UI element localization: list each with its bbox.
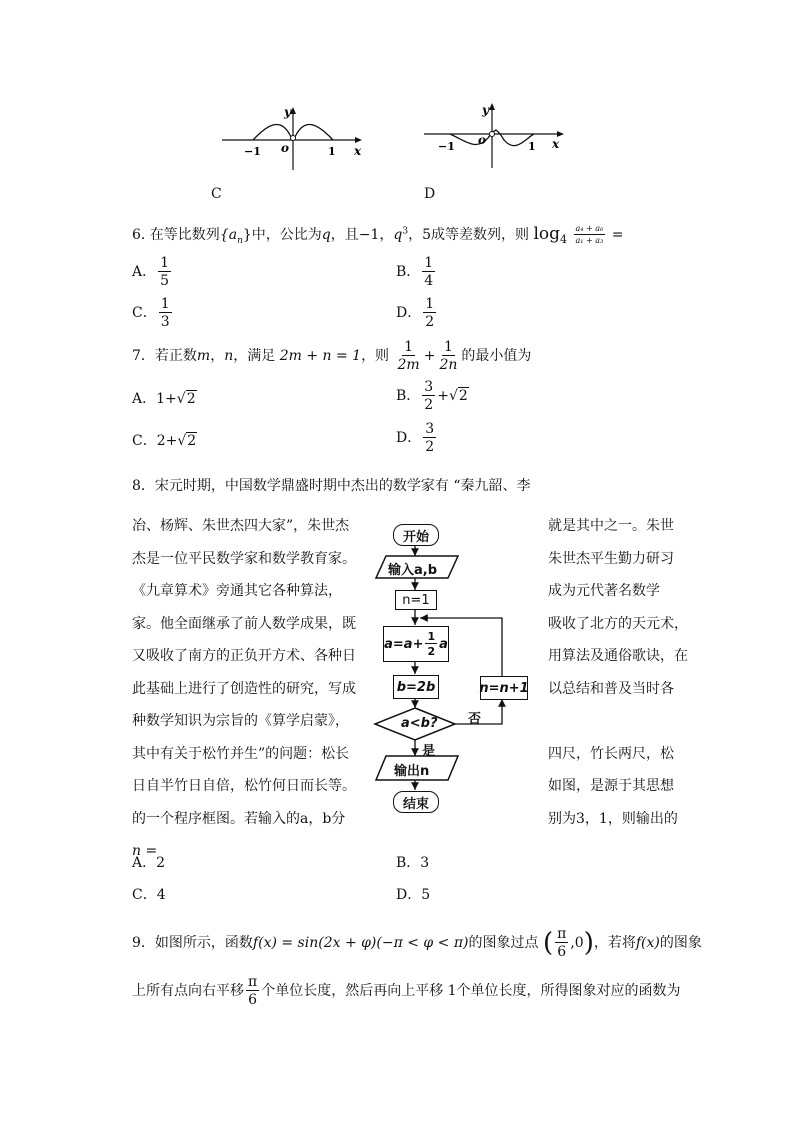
flow-yes-label: 是: [422, 744, 436, 759]
option-num: 1: [425, 296, 435, 312]
q6-q: q: [321, 227, 331, 243]
q6-eq: =: [611, 227, 624, 243]
option-value: 2+: [156, 433, 178, 449]
q6-option-a: [132, 256, 173, 288]
flow-update-a-var: a: [439, 636, 448, 652]
q7-frac2-den: 2n: [439, 357, 458, 373]
q7-frac1-num: 1: [404, 339, 414, 355]
flow-update-a-text: a=a+: [384, 636, 424, 652]
q9-text: 上所有点向右平移: [132, 983, 244, 999]
q6-seq: {a: [219, 227, 238, 243]
q8-line: 别为3，1，则输出的: [548, 810, 678, 827]
q6-text: 中，公比为: [251, 227, 322, 243]
q9-text: 如图所示，函数: [154, 935, 253, 951]
graph-c-label: C: [211, 186, 222, 202]
q9-text: 的图象: [659, 935, 702, 951]
q8-line: 杰是一位平民数学家和数学教育家。: [132, 550, 356, 567]
pos-tick-label: 1: [528, 140, 536, 153]
q8-option-c: [132, 884, 166, 904]
option-label: B．: [396, 264, 421, 280]
q7-sep: ，: [210, 348, 225, 364]
q9-text: 的图象过点: [468, 935, 539, 951]
sqrt-symbol: √2: [448, 388, 468, 404]
option-num: 3: [424, 379, 434, 395]
option-label: B．: [396, 388, 421, 404]
option-den: 2: [425, 314, 435, 330]
y-axis-label: y: [284, 105, 291, 119]
flow-update-a: [383, 626, 449, 662]
q9-fx: f(x): [635, 935, 660, 951]
q8-line: 成为元代著名数学: [548, 583, 660, 599]
q8-line: 日自半竹日自倍，松竹何日而长等。: [132, 778, 356, 794]
sqrt-symbol: √2: [177, 433, 197, 449]
q6-log-num: a₄ + a₆: [575, 224, 604, 233]
q8-line: n =: [132, 843, 158, 859]
option-num: 1: [160, 296, 170, 312]
q7-text: ，则: [361, 348, 390, 364]
q7-text: 的最小值为: [461, 348, 532, 364]
option-label: D．: [396, 887, 422, 903]
flow-input: 输入a,b: [388, 563, 438, 578]
q9-point-den: 6: [557, 944, 567, 960]
flow-update-a-num: 1: [427, 630, 436, 643]
graph-c: [218, 102, 368, 178]
q8-stem: [132, 475, 531, 495]
q8-line: 如图，是源于其思想: [548, 778, 674, 794]
q6-q3: q: [393, 227, 403, 243]
q7-m: m: [196, 348, 211, 364]
option-den: 2: [425, 439, 435, 455]
q9-point-y: ,0: [570, 935, 584, 951]
radicand: 2: [186, 391, 196, 407]
origin-label: o: [478, 133, 487, 147]
flow-condition: a<b?: [401, 716, 438, 731]
q6-option-c: [132, 297, 174, 329]
q8-right-column: [548, 510, 688, 835]
graph-d: [420, 100, 570, 176]
q8-line: 《九章算术》旁通其它各种算法，: [132, 583, 342, 599]
q8-option-d: [396, 884, 430, 904]
q7-condition: 2m + n = 1: [279, 348, 362, 364]
q6-option-d: [396, 297, 438, 329]
flowchart: [370, 518, 530, 818]
flow-increment: n=n+1: [480, 676, 528, 700]
q8-line: 吸收了北方的天元术，: [548, 615, 688, 632]
q6-log-den: a₁ + a₃: [575, 236, 604, 245]
flow-no-label: 否: [468, 712, 482, 727]
q7-option-c: [132, 430, 197, 450]
neg-tick-label: −1: [438, 140, 455, 153]
q8-line: 四尺，竹长两尺，松: [548, 745, 674, 762]
q8-line: 冶、杨辉、朱世杰四大家”，朱世杰: [132, 518, 350, 534]
option-plus: +: [437, 388, 449, 404]
q8-line: 又吸收了南方的正负开方术、各种日: [132, 648, 356, 664]
q7-number: 7．: [132, 348, 155, 364]
q9-shift-den: 6: [248, 992, 258, 1008]
sqrt-symbol: √2: [176, 391, 196, 407]
q8-line: 种数学知识为宗旨的《算学启蒙》，: [132, 713, 349, 729]
q9-text: ，若将: [593, 935, 636, 951]
option-value: 1+: [156, 391, 177, 407]
option-value: 2: [156, 855, 166, 871]
q7-stem: [132, 340, 531, 372]
option-label: A．: [132, 855, 157, 871]
q8-line: 就是其中之一。朱世: [548, 518, 674, 534]
q8-line: 此基础上进行了创造性的研究，写成: [132, 680, 356, 697]
option-den: 5: [160, 273, 170, 289]
x-axis-label: x: [552, 137, 560, 151]
q8-number: 8．: [132, 478, 155, 494]
option-label: A．: [132, 391, 157, 407]
q8-option-b: [396, 852, 429, 872]
option-label: D．: [396, 305, 422, 321]
q8-line: 宋元时期，中国数学鼎盛时期中杰出的数学家有 “秦九韶、李: [154, 478, 531, 494]
option-value: 5: [421, 887, 431, 903]
q6-number: 6.: [132, 227, 146, 243]
q7-frac1-den: 2m: [397, 357, 420, 373]
q6-log: log: [533, 224, 561, 244]
q6-log-base: 4: [560, 232, 568, 246]
q8-option-a: [132, 852, 165, 872]
option-value: 3: [420, 855, 430, 871]
option-label: D．: [396, 430, 422, 446]
x-axis-label: x: [354, 144, 362, 158]
q9-line1: 9．如图所示，函数f(x) = sin(2x + φ)(−π < φ < π)的图象过点 ( $\frac{\pi}{6}$ ,0)，若将f(x)的图象: [132, 926, 702, 960]
option-label: C．: [132, 433, 157, 449]
radicand: 2: [187, 433, 197, 449]
q8-line: 其中有关于松竹并生”的问题：松长: [132, 745, 350, 762]
q8-line: 以总结和普及当时各: [548, 680, 674, 697]
q6-seq-close: }: [242, 227, 252, 243]
q9-text: 个单位长度，然后再向上平移 1个单位长度，所得图象对应的函数为: [261, 983, 681, 999]
q6-text: ，5成等差数列，则: [408, 227, 530, 243]
option-den: 2: [424, 397, 434, 413]
q7-option-a: [132, 388, 197, 408]
option-num: 1: [160, 255, 170, 271]
q7-text: 若正数: [154, 348, 197, 364]
option-num: 3: [425, 421, 435, 437]
flow-output: 输出n: [394, 764, 430, 779]
q6-q3-exp: 3: [402, 226, 409, 237]
option-label: A．: [132, 264, 157, 280]
flow-update-a-den: 2: [427, 645, 436, 658]
origin-label: o: [281, 141, 290, 155]
q7-plus: +: [423, 348, 436, 364]
q6-text: ，且−1，: [330, 227, 394, 243]
q8-line: [548, 705, 688, 738]
q7-n: n: [224, 348, 234, 364]
q6-text: 在等比数列: [149, 227, 220, 243]
option-label: C．: [132, 305, 157, 321]
q8-line: 朱世杰平生勤力研习: [548, 550, 674, 567]
q6-log-arg: [574, 225, 606, 245]
q9-number: 9．: [132, 935, 155, 951]
q7-frac2-num: 1: [443, 339, 453, 355]
flow-update-b: b=2b: [393, 675, 439, 699]
option-label: C．: [132, 887, 157, 903]
flow-end: 结束: [393, 791, 439, 813]
q8-line: 用算法及通俗歌诀，在: [548, 648, 688, 664]
flow-init: n=1: [395, 590, 437, 610]
q7-option-d: [396, 422, 438, 454]
radicand: 2: [458, 388, 468, 404]
q9-shift-num: π: [248, 974, 258, 990]
q8-left-column: [132, 510, 356, 868]
option-den: 3: [160, 314, 170, 330]
pos-tick-label: 1: [328, 145, 336, 158]
y-axis-label: y: [482, 103, 489, 117]
q6-stem: [132, 224, 623, 246]
q9-function: f(x) = sin(2x + φ)(−π < φ < π): [252, 935, 469, 951]
q7-text: ，满足: [233, 348, 276, 364]
option-label: B．: [396, 855, 421, 871]
option-value: 4: [156, 887, 166, 903]
q8-line: 的一个程序框图。若输入的a，b分: [132, 810, 346, 827]
neg-tick-label: −1: [244, 145, 261, 158]
q6-option-b: [396, 256, 437, 288]
q6-seq-sub: n: [237, 235, 243, 246]
option-num: 1: [424, 255, 434, 271]
q9-point-num: π: [557, 926, 567, 942]
q7-option-b: [396, 380, 469, 412]
flow-start: 开始: [393, 524, 439, 546]
graph-d-label: D: [424, 186, 436, 202]
q8-line: 家。他全面继承了前人数学成果，既: [132, 615, 356, 632]
q9-line2: [132, 975, 681, 1007]
option-den: 4: [424, 273, 434, 289]
